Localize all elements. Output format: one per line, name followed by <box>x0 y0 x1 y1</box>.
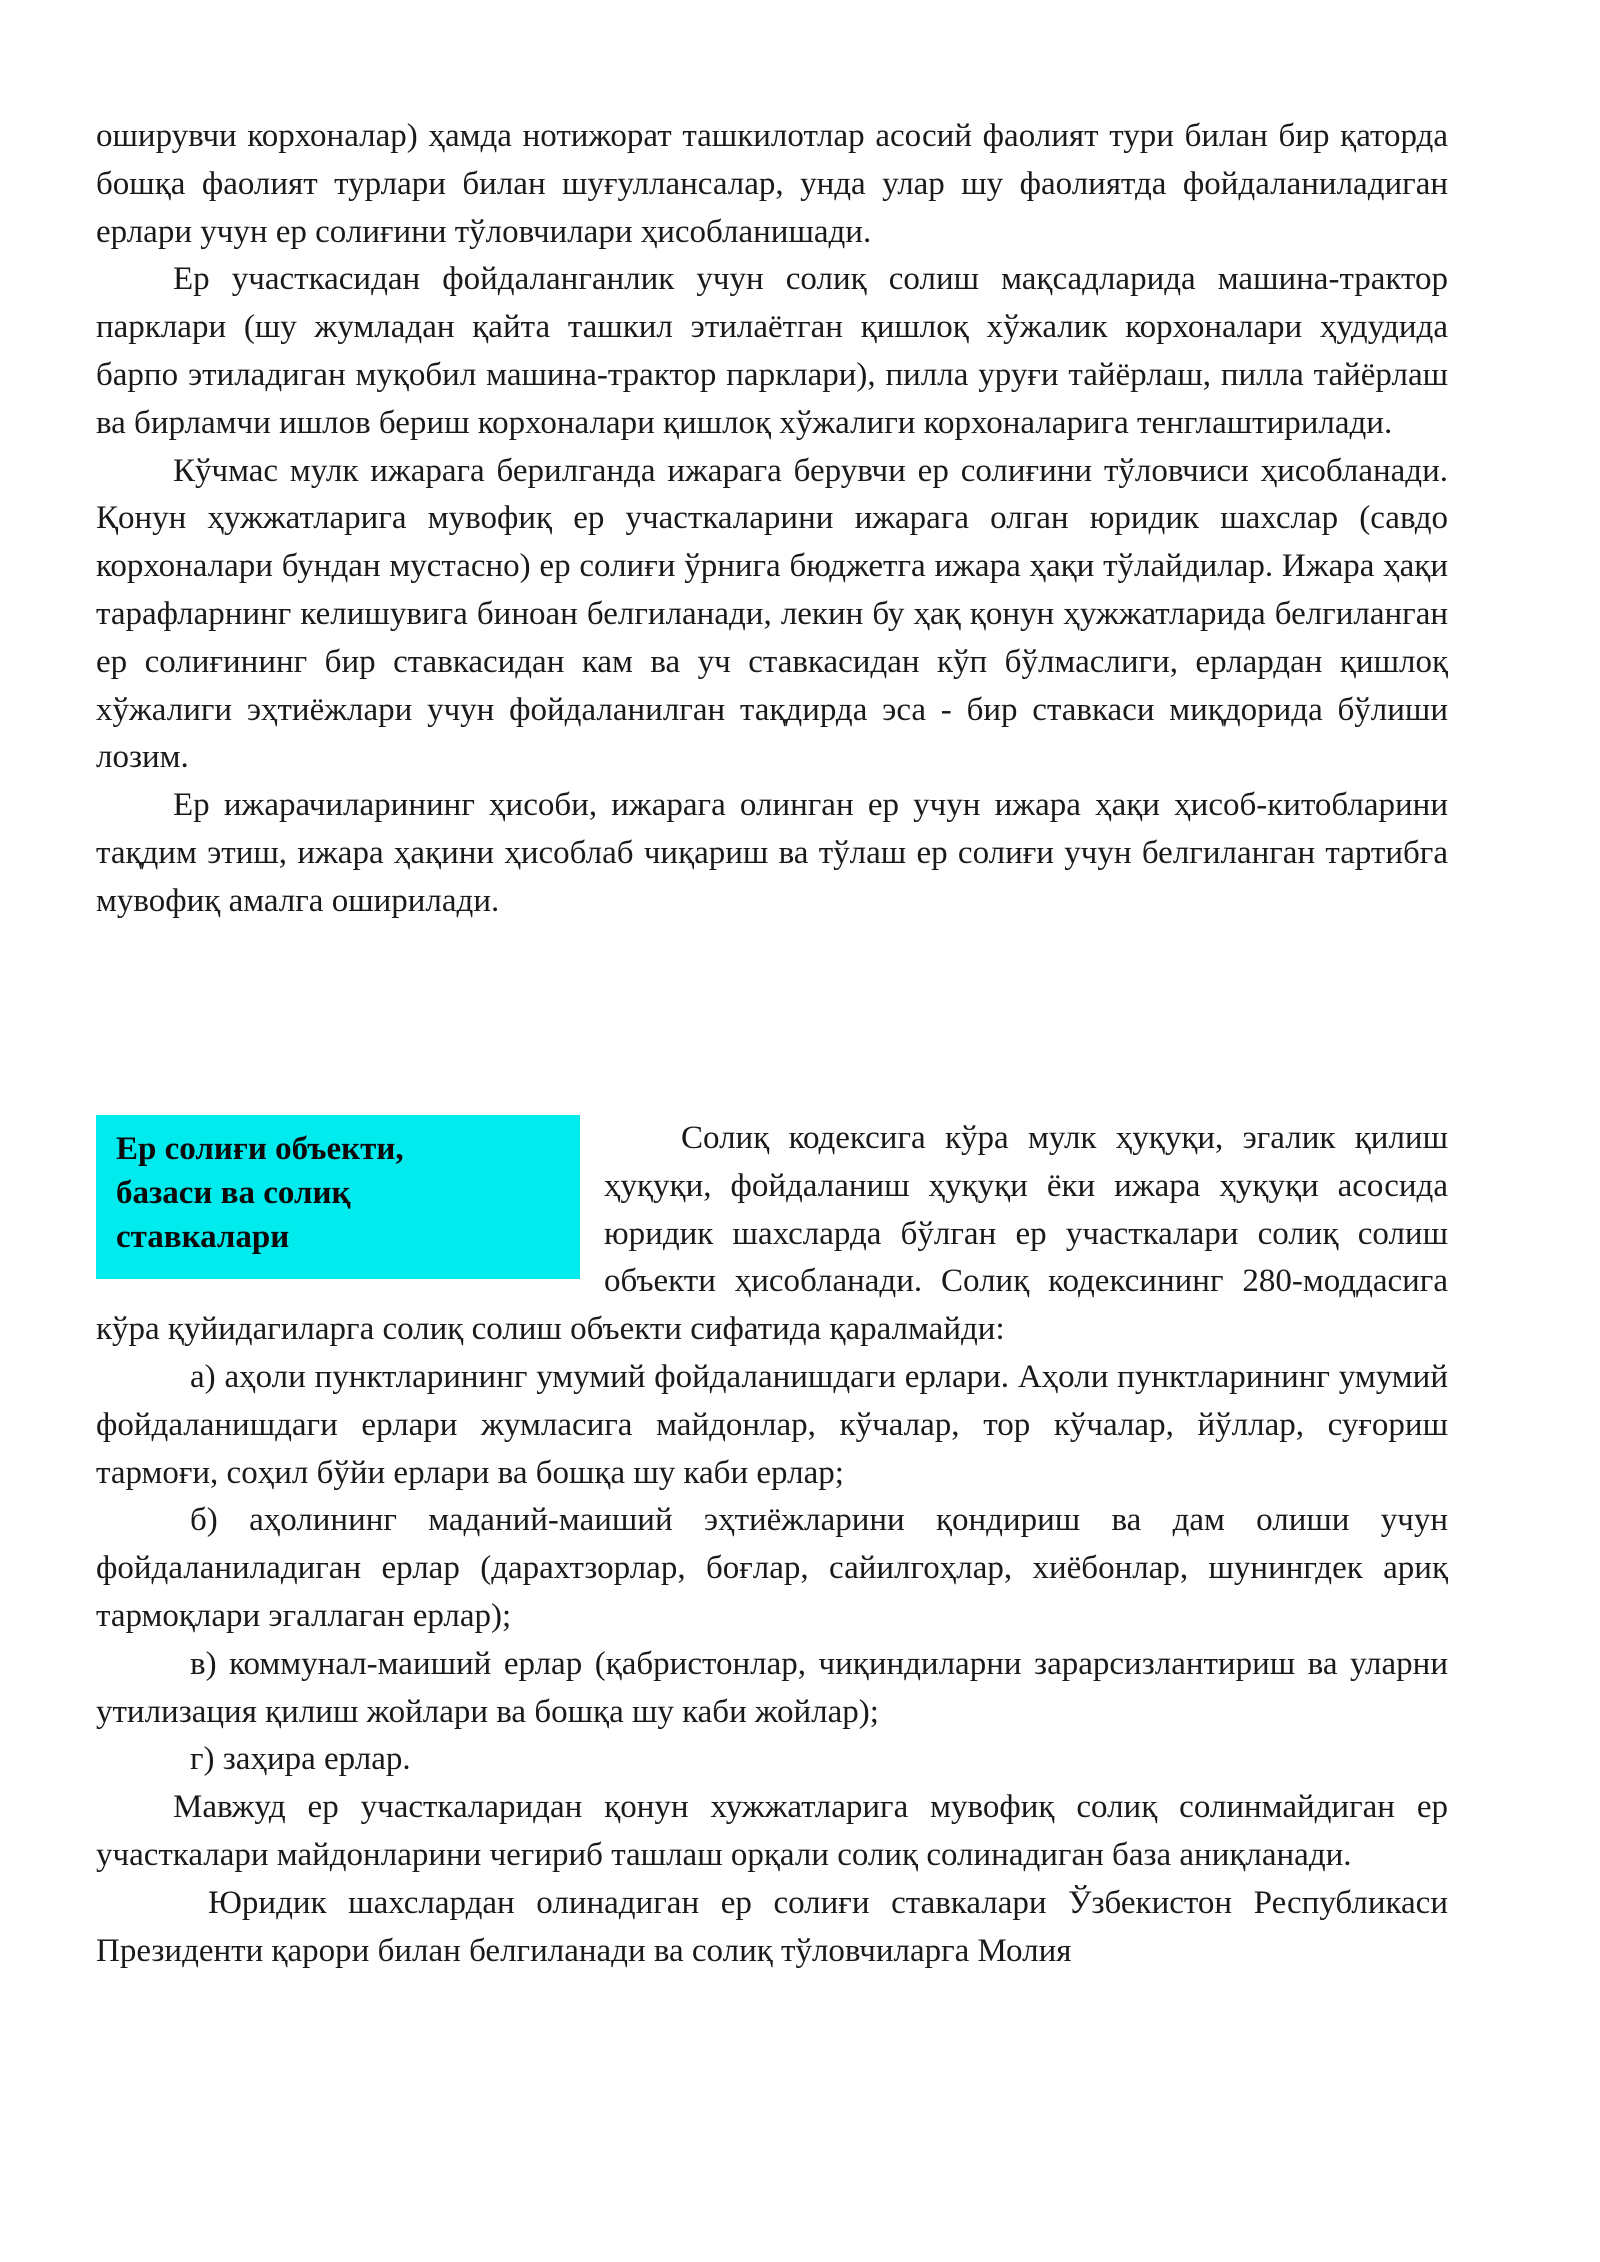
paragraph-continuation: оширувчи корхоналар) ҳамда нотижорат ташкилотлар асосий фаолият тури билан бир қаторда бошқа фаолият турлари билан шуғуллансалар, унда улар шу фаолиятда фойдаланиладиган ерлари учун ер солиғини тўловчилари ҳисобланишади. <box>96 118 1448 250</box>
list-item-communal-lands: в) коммунал-маиший ерлар (қабристонлар, чиқиндиларни зарарсизлантириш ва уларни утилизация қилиш жойлари ва бошқа шу каби жойлар); <box>96 1645 1448 1730</box>
section-heading-line: базаси ва солиқ <box>116 1175 351 1211</box>
paragraph-tax-base: Мавжуд ер участкаларидан қонун хужжатларига мувофиқ солиқ солинмайдиган ер участкалари майдонларини чегириб ташлаш орқали солиқ солинадиган база аниқланади. <box>96 1789 1448 1873</box>
list-item-reserve-lands: г) заҳира ерлар. <box>190 1741 411 1778</box>
paragraph-land-tenant-accounting: Ер ижарачиларининг ҳисоби, ижарага олинган ер учун ижара ҳақи ҳисоб-китобларини тақдим этиш, ижара ҳақини ҳисоблаб чиқариш ва тўлаш ер солиғи учун белгиланган тартибга мувофиқ амалга оширилади. <box>96 787 1448 919</box>
section-heading-box <box>96 1115 580 1279</box>
list-item-cultural-lands: б) аҳолининг маданий-маиший эҳтиёжларини қондириш ва дам олиши учун фойдаланиладиган ерлар (дарахтзорлар, боғлар, сайилгоҳлар, хиёбонлар, шунингдек ариқ тармоқлари эгаллаган ерлар); <box>96 1502 1448 1634</box>
paragraph-machine-tractor-parks: Ер участкасидан фойдаланганлик учун солиқ солиш мақсадларида машина-трактор парклари (шу жумладан қайта ташкил этилаётган қишлоқ хўжалик корхоналари ҳудудида барпо этиладиган муқобил машина-трактор парклари), пилла уруғи тайёрлаш, пилла тайёрлаш ва бирламчи ишлов бериш корхоналари қишлоқ хўжалиги корхоналарига тенглаштирилади. <box>96 261 1448 441</box>
section-heading-line: ставкалари <box>116 1219 290 1255</box>
paragraph-tax-rates: Юридик шахслардан олинадиган ер солиғи ставкалари Ўзбекистон Республикаси Президенти қарори билан белгиланади ва солиқ тўловчиларга Молия <box>96 1884 1448 1969</box>
section-heading-line: Ер солиғи объекти, <box>116 1131 404 1167</box>
paragraph-real-estate-lease: Кўчмас мулк ижарага берилганда ижарага берувчи ер солиғини тўловчиси ҳисобланади. Қонун ҳужжатларига мувофиқ ер участкаларини ижарага олган юридик шахслар (савдо корхоналари бундан мустасно) ер солиғи ўрнига бюджетга ижара ҳақи тўлайдилар. Ижара ҳақи тарафларнинг келишувига биноан белгиланади, лекин бу ҳақ қонун ҳужжатларида белгиланган ер солиғининг бир ставкасидан кам ва уч ставкасидан кўп бўлмаслиги, ерлардан қишлоқ хўжалиги эҳтиёжлари учун фойдаланилган тақдирда эса - бир ставкаси миқдорида бўлиши лозим. <box>96 452 1448 776</box>
top-text-section <box>96 113 1448 926</box>
paragraph-tax-object-intro: Солиқ кодексига кўра мулк ҳуқуқи, эгалик қилиш ҳуқуқи, фойдаланиш ҳуқуқи ёки ижара ҳуқуқи асосида юридик шахсларда бўлган ер участкалари солиқ солиш объекти ҳисобланади. Солиқ кодексининг 280-моддасига кўра қуйидагиларга солиқ солиш объекти сифатида қаралмайди: <box>96 1120 1448 1348</box>
list-item-public-lands: а) аҳоли пунктларининг умумий фойдаланишдаги ерлари. Аҳоли пунктларининг умумий фойдаланишдаги ерлари жумласига майдонлар, кўчалар, тор кўчалар, йўллар, суғориш тармоғи, соҳил бўйи ерлари ва бошқа шу каби ерлар; <box>96 1358 1448 1491</box>
tax-object-section <box>96 1115 1448 1975</box>
